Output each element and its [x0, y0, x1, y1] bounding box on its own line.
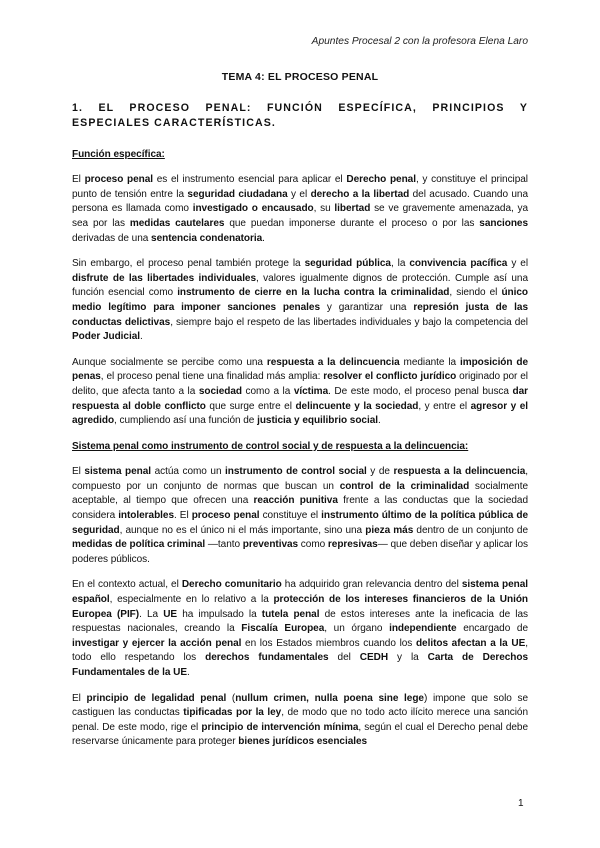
- bold-term: nullum crimen, nulla poena sine lege: [235, 692, 424, 704]
- bold-term: instrumento de control social: [225, 466, 367, 478]
- text-run: , todo ello respetando los: [72, 637, 529, 664]
- paragraph: [72, 173, 528, 246]
- bold-term: proceso penal: [191, 510, 260, 522]
- text-run: . El: [173, 510, 192, 522]
- text-run: , siempre bajo el respeto de las libertades individuales y bajo la competencia del: [170, 316, 528, 328]
- bold-term: control de la criminalidad: [339, 480, 470, 492]
- text-run: , de modo que no todo acto ilícito merece una sanción penal. De este modo, rige el: [72, 707, 528, 733]
- section-heading: 1. EL PROCESO PENAL: FUNCIÓN ESPECÍFICA, PRINCIPIOS Y ESPECIALES CARACTERÍSTICAS.: [72, 101, 528, 129]
- bold-term: imposición de penas: [72, 356, 528, 383]
- text-run: y garantizar una: [319, 301, 414, 313]
- text-run: , y entre el: [418, 400, 471, 412]
- text-run: , especialmente en lo relativo a la: [109, 594, 274, 606]
- bold-term: Derecho comunitario: [181, 579, 282, 591]
- bold-term: investigado o encausado: [192, 203, 314, 215]
- bold-term: tipificadas por la ley: [183, 707, 282, 719]
- bold-term: sanciones: [479, 217, 528, 229]
- running-header: Apuntes Procesal 2 con la profesora Elena Laro: [311, 36, 528, 47]
- bold-term: tutela penal: [261, 608, 320, 620]
- bold-term: instrumento de cierre en la lucha contra la criminalidad: [177, 287, 450, 299]
- text-run: ha adquirido gran relevancia dentro del: [281, 579, 462, 591]
- bold-term: Fiscalía Europea: [241, 623, 325, 635]
- bold-term: víctima: [293, 385, 329, 397]
- bold-term: sistema penal: [84, 466, 152, 478]
- text-run: originado por el delito, que afecta tanto a la: [72, 371, 528, 397]
- bold-term: derechos fundamentales: [205, 652, 329, 664]
- text-run: y el: [287, 188, 311, 200]
- bold-term: intolerables: [118, 510, 174, 522]
- text-run: socialmente aceptable, al tiempo que ofrecen una: [72, 480, 528, 507]
- text-run: que surge entre el: [205, 400, 296, 412]
- text-run: constituye el: [259, 510, 322, 522]
- text-run: y el: [507, 258, 528, 270]
- bold-term: protección de los intereses financieros de la Unión Europea (PIF): [72, 594, 529, 620]
- bold-term: justicia y equilibrio social: [257, 415, 378, 427]
- text-run: , el proceso penal tiene una finalidad más amplia:: [100, 371, 324, 383]
- text-run: El: [72, 692, 87, 704]
- bold-term: medidas de política criminal: [72, 539, 206, 551]
- text-run: . De este modo, el proceso penal busca: [328, 385, 513, 397]
- text-run: El: [72, 174, 85, 186]
- bold-term: único medio legítimo para imponer sanciones penales: [72, 287, 528, 313]
- subsection-heading: Función específica:: [72, 148, 165, 160]
- bold-term: delitos afectan a la UE: [415, 637, 526, 649]
- bold-term: delincuente y la sociedad: [295, 400, 419, 412]
- text-run: , según el cual el Derecho penal debe reservarse únicamente para proteger: [72, 721, 528, 748]
- bold-term: pieza más: [365, 524, 414, 536]
- text-run: , siendo el: [449, 287, 502, 299]
- bold-term: UE: [163, 608, 178, 620]
- text-run: derivadas de una: [72, 232, 152, 244]
- bold-term: sociedad: [198, 385, 242, 397]
- paragraph: [72, 578, 528, 680]
- text-run: , su: [313, 203, 335, 215]
- text-run: , un órgano: [324, 623, 390, 635]
- subsection-heading: Sistema penal como instrumento de control social y de respuesta a la delincuencia:: [72, 440, 469, 452]
- text-run: — que deben diseñar y aplicar los poderes públicos.: [72, 539, 528, 565]
- bold-term: dar respuesta al doble conflicto: [72, 385, 528, 412]
- text-run: (: [226, 692, 236, 704]
- page-number: 1: [518, 798, 524, 809]
- text-run: El: [72, 466, 85, 478]
- bold-term: derecho a la libertad: [310, 188, 410, 200]
- bold-term: sistema penal español: [72, 579, 528, 606]
- text-run: como a la: [241, 385, 294, 397]
- bold-term: agresor y el agredido: [72, 400, 528, 427]
- text-run: .: [139, 331, 143, 343]
- document-title: TEMA 4: EL PROCESO PENAL: [221, 71, 379, 83]
- text-run: , cumpliendo así una función de: [114, 415, 258, 427]
- bold-term: bienes jurídicos esenciales: [238, 736, 368, 748]
- bold-term: Carta de Derechos Fundamentales de la UE: [72, 652, 529, 678]
- bold-term: Derecho penal: [346, 174, 416, 186]
- bold-term: disfrute de las libertades individuales: [72, 272, 257, 284]
- paragraph: [72, 356, 528, 429]
- text-run: ha impulsado la: [177, 608, 262, 620]
- text-run: Sin embargo, el proceso penal también protege la: [72, 258, 305, 270]
- bold-term: resolver el conflicto jurídico: [323, 371, 457, 383]
- text-run: .: [262, 232, 265, 244]
- text-run: y la: [388, 652, 428, 664]
- bold-term: seguridad pública: [304, 258, 391, 270]
- text-run: actúa como un: [151, 466, 226, 478]
- bold-term: investigar y ejercer la acción penal: [72, 637, 242, 649]
- text-run: en los Estados miembros cuando los: [241, 637, 416, 649]
- paragraph: [72, 465, 528, 567]
- bold-term: convivencia pacífica: [409, 258, 508, 270]
- text-run: , compuesto por un conjunto de normas que buscan un: [72, 466, 528, 492]
- bold-term: instrumento último de la política pública de seguridad: [72, 510, 529, 536]
- text-run: es el instrumento esencial para aplicar el: [153, 174, 347, 186]
- subsection-sistema-penal: [72, 440, 528, 750]
- text-run: del: [328, 652, 360, 664]
- subsection-funcion-especifica: [72, 148, 528, 429]
- text-run: , y constituye el principal punto de tensión entre la: [72, 174, 528, 200]
- text-run: , la: [390, 258, 410, 270]
- text-run: mediante la: [399, 356, 460, 368]
- bold-term: represivas: [327, 539, 378, 551]
- bold-term: seguridad ciudadana: [187, 188, 288, 200]
- text-run: que puedan imponerse durante el proceso o por las: [224, 217, 480, 229]
- text-run: En el contexto actual, el: [72, 579, 182, 591]
- document-body: [72, 70, 528, 761]
- text-run: Aunque socialmente se percibe como una: [72, 356, 267, 368]
- bold-term: proceso penal: [84, 174, 154, 186]
- text-run: frente a las conductas que la sociedad considera: [72, 495, 528, 522]
- text-run: se ve gravemente amenazada, ya sea por las: [72, 203, 528, 229]
- text-run: . La: [139, 608, 164, 620]
- bold-term: Poder Judicial: [72, 331, 140, 343]
- text-run: , aunque no es el único ni el más importante, sino una: [119, 524, 366, 536]
- bold-term: principio de intervención mínima: [201, 721, 359, 733]
- text-run: y de: [366, 466, 394, 478]
- text-run: , valores igualmente dignos de protección. Cumple así una función esencial como: [72, 272, 528, 299]
- text-run: dentro de un conjunto de: [413, 524, 529, 536]
- text-run: de estos intereses ante la ineficacia de las respuestas nacionales, creando la: [72, 608, 528, 635]
- text-run: .: [377, 415, 381, 427]
- bold-term: CEDH: [359, 652, 389, 664]
- paragraph: [72, 257, 528, 345]
- text-run: .: [187, 667, 190, 678]
- bold-term: reacción punitiva: [253, 495, 338, 507]
- text-run: encargado de: [456, 623, 528, 635]
- text-run: —tanto: [205, 539, 243, 551]
- bold-term: represión justa de las conductas delictivas: [72, 301, 528, 328]
- bold-term: sentencia condenatoria: [151, 232, 263, 244]
- bold-term: libertad: [334, 203, 371, 215]
- bold-term: principio de legalidad penal: [86, 692, 227, 704]
- bold-term: medidas cautelares: [129, 217, 225, 229]
- text-run: como: [298, 539, 328, 551]
- bold-term: preventivas: [242, 539, 299, 551]
- paragraph: [72, 692, 528, 750]
- text-run: ) impone que solo se castiguen las conductas: [72, 692, 528, 719]
- text-run: del acusado. Cuando una persona es llamada como: [72, 188, 529, 215]
- bold-term: respuesta a la delincuencia: [266, 356, 400, 368]
- bold-term: independiente: [389, 623, 457, 635]
- bold-term: respuesta a la delincuencia: [393, 466, 526, 478]
